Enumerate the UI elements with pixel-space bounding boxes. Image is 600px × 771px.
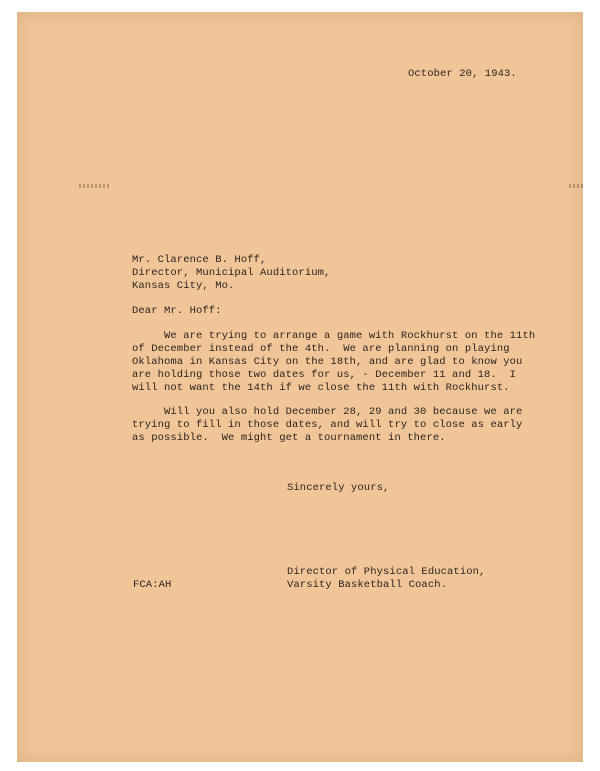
paragraph2-line-1: Will you also hold December 28, 29 and 30 because we are: [132, 406, 523, 418]
paragraph1-line-2: of December instead of the 4th. We are planning on playing: [132, 343, 510, 355]
paragraph2-line-2: trying to fill in those dates, and will try to close as early: [132, 419, 523, 431]
address-line-1: Mr. Clarence B. Hoff,: [132, 254, 267, 266]
paragraph1-line-4: are holding those two dates for us, - December 11 and 18. I: [132, 369, 517, 381]
paragraph1-line-5: will not want the 14th if we close the 11th with Rockhurst.: [132, 382, 510, 394]
paragraph1-line-3: Oklahoma in Kansas City on the 18th, and are glad to know you: [132, 356, 523, 368]
closing: Sincerely yours,: [287, 482, 390, 494]
signature-title-line-2: Varsity Basketball Coach.: [287, 579, 448, 591]
signature-title-line-1: Director of Physical Education,: [287, 566, 486, 578]
salutation: Dear Mr. Hoff:: [132, 305, 222, 317]
paragraph2-line-3: as possible. We might get a tournament in there.: [132, 432, 446, 444]
address-line-3: Kansas City, Mo.: [132, 280, 235, 292]
typist-initials: FCA:AH: [133, 579, 172, 591]
fold-mark-right: [569, 184, 583, 188]
fold-mark-left: [79, 184, 109, 188]
paragraph1-line-1: We are trying to arrange a game with Rockhurst on the 11th: [132, 330, 536, 342]
letter-page: [17, 12, 583, 762]
address-line-2: Director, Municipal Auditorium,: [132, 267, 331, 279]
date-line: October 20, 1943.: [408, 68, 517, 80]
